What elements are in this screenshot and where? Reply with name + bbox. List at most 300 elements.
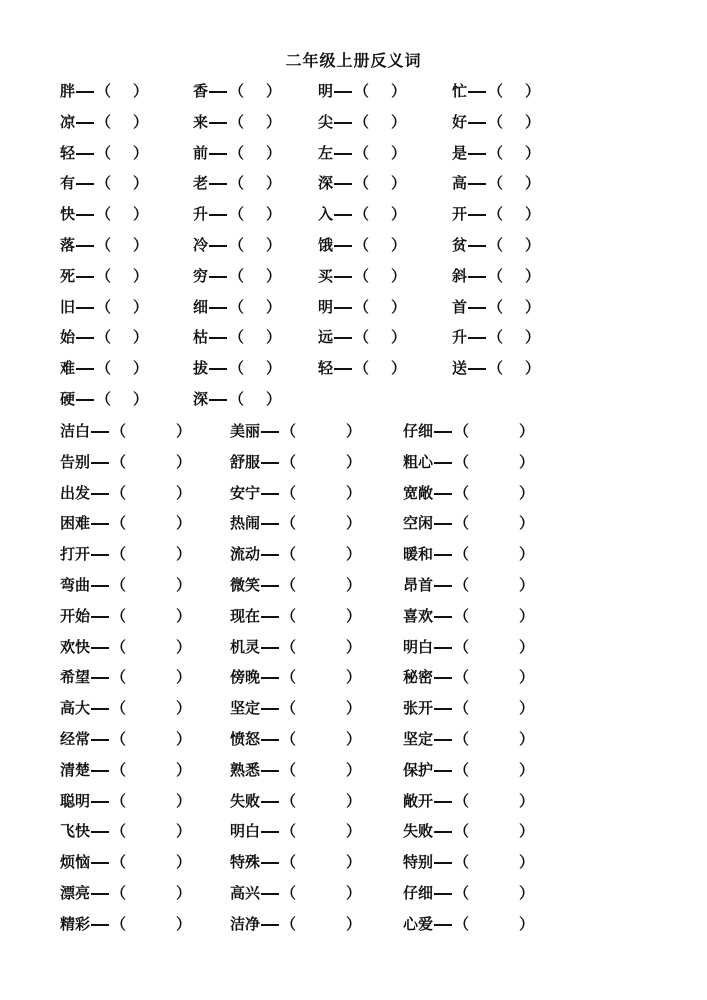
word: 穷 — [193, 266, 209, 285]
close-paren: ） — [346, 576, 362, 594]
antonym-item — [60, 697, 191, 719]
word: 仔细 — [403, 422, 434, 440]
open-paren: （ — [354, 236, 370, 254]
antonym-item — [318, 172, 406, 194]
word: 敞开 — [403, 791, 434, 810]
close-paren: ） — [346, 514, 362, 533]
single-word-row — [0, 142, 707, 164]
dash-line — [261, 739, 279, 741]
close-paren: ） — [133, 359, 149, 378]
antonym-item — [60, 851, 191, 873]
word: 饿 — [318, 236, 334, 254]
close-paren: ） — [266, 236, 282, 254]
open-paren: （ — [229, 205, 245, 224]
single-word-row — [0, 357, 707, 379]
word: 凉 — [60, 112, 76, 131]
open-paren: （ — [229, 359, 245, 378]
dash-line — [261, 831, 279, 833]
open-paren: （ — [354, 266, 370, 285]
antonym-item — [193, 172, 281, 194]
dash-line — [468, 368, 486, 370]
open-paren: （ — [488, 297, 504, 316]
dash-line — [209, 214, 227, 216]
dash-line — [261, 462, 279, 464]
open-paren: （ — [111, 452, 127, 471]
open-paren: （ — [96, 328, 112, 347]
open-paren: （ — [354, 328, 370, 347]
open-paren: （ — [111, 822, 127, 841]
close-paren: ） — [346, 452, 362, 471]
close-paren: ） — [391, 359, 407, 378]
dash-line — [468, 337, 486, 339]
close-paren: ） — [266, 328, 282, 347]
antonym-item — [230, 574, 361, 596]
open-paren: （ — [354, 112, 370, 131]
dash-line — [434, 801, 452, 803]
dash-line — [468, 276, 486, 278]
open-paren: （ — [229, 328, 245, 347]
antonym-item — [60, 820, 191, 842]
dash-line — [434, 523, 452, 525]
antonym-item — [403, 543, 534, 565]
antonym-item — [60, 605, 191, 627]
close-paren: ） — [519, 422, 535, 440]
close-paren: ） — [525, 112, 541, 131]
open-paren: （ — [96, 205, 112, 224]
double-word-row — [0, 636, 707, 658]
open-paren: （ — [281, 452, 297, 471]
open-paren: （ — [111, 730, 127, 748]
open-paren: （ — [229, 112, 245, 131]
dash-line — [468, 183, 486, 185]
double-word-row — [0, 820, 707, 842]
antonym-item — [318, 111, 406, 133]
antonym-item — [452, 172, 540, 194]
dash-line — [261, 862, 279, 864]
antonym-item — [60, 388, 148, 410]
antonym-item — [60, 420, 191, 442]
word: 经常 — [60, 730, 91, 748]
close-paren: ） — [525, 143, 541, 162]
antonym-item — [230, 728, 361, 750]
close-paren: ） — [133, 143, 149, 162]
open-paren: （ — [96, 174, 112, 193]
double-word-row — [0, 728, 707, 750]
open-paren: （ — [229, 390, 245, 408]
antonym-item — [452, 234, 540, 256]
dash-line — [76, 91, 94, 93]
dash-line — [91, 708, 109, 710]
close-paren: ） — [176, 576, 192, 594]
single-word-row — [0, 234, 707, 256]
dash-line — [91, 677, 109, 679]
dash-line — [334, 91, 352, 93]
open-paren: （ — [111, 884, 127, 902]
close-paren: ） — [519, 699, 535, 718]
word: 保护 — [403, 760, 434, 779]
word: 快 — [60, 205, 76, 224]
close-paren: ） — [266, 297, 282, 316]
word: 仔细 — [403, 884, 434, 902]
dash-line — [261, 677, 279, 679]
antonym-item — [403, 913, 534, 935]
antonym-item — [403, 605, 534, 627]
open-paren: （ — [111, 514, 127, 533]
dash-line — [91, 924, 109, 926]
dash-line — [334, 153, 352, 155]
single-word-row — [0, 265, 707, 287]
antonym-item — [60, 172, 148, 194]
open-paren: （ — [454, 422, 470, 440]
antonym-item — [230, 666, 361, 688]
dash-line — [76, 245, 94, 247]
dash-line — [434, 647, 452, 649]
open-paren: （ — [281, 699, 297, 718]
close-paren: ） — [176, 668, 192, 687]
word: 洁净 — [230, 914, 261, 933]
open-paren: （ — [111, 791, 127, 810]
word: 机灵 — [230, 637, 261, 656]
close-paren: ） — [525, 174, 541, 193]
open-paren: （ — [96, 236, 112, 254]
word: 开始 — [60, 606, 91, 625]
word: 出发 — [60, 483, 91, 502]
close-paren: ） — [346, 730, 362, 748]
dash-line — [76, 153, 94, 155]
dash-line — [76, 337, 94, 339]
antonym-item — [60, 80, 148, 102]
close-paren: ） — [176, 884, 192, 902]
open-paren: （ — [454, 914, 470, 933]
word: 明 — [318, 82, 334, 100]
single-word-row — [0, 388, 707, 410]
open-paren: （ — [354, 297, 370, 316]
dash-line — [261, 801, 279, 803]
close-paren: ） — [346, 853, 362, 872]
dash-line — [76, 399, 94, 401]
close-paren: ） — [525, 359, 541, 378]
open-paren: （ — [111, 606, 127, 625]
open-paren: （ — [454, 637, 470, 656]
antonym-item — [403, 636, 534, 658]
double-word-row — [0, 451, 707, 473]
dash-line — [209, 337, 227, 339]
word: 细 — [193, 297, 209, 316]
word: 暖和 — [403, 545, 434, 564]
antonym-item — [318, 357, 406, 379]
dash-line — [261, 493, 279, 495]
word: 前 — [193, 143, 209, 162]
dash-line — [434, 831, 452, 833]
close-paren: ） — [266, 359, 282, 378]
open-paren: （ — [454, 884, 470, 902]
open-paren: （ — [281, 791, 297, 810]
word: 美丽 — [230, 422, 261, 440]
close-paren: ） — [519, 668, 535, 687]
dash-line — [334, 307, 352, 309]
dash-line — [334, 245, 352, 247]
antonym-item — [230, 851, 361, 873]
antonym-item — [193, 111, 281, 133]
word: 心爱 — [403, 914, 434, 933]
close-paren: ） — [519, 514, 535, 533]
close-paren: ） — [266, 205, 282, 224]
open-paren: （ — [96, 143, 112, 162]
antonym-item — [60, 234, 148, 256]
open-paren: （ — [281, 422, 297, 440]
word: 明白 — [230, 822, 261, 841]
word: 来 — [193, 112, 209, 131]
close-paren: ） — [519, 822, 535, 841]
open-paren: （ — [354, 82, 370, 100]
antonym-item — [230, 420, 361, 442]
close-paren: ） — [391, 82, 407, 100]
word: 漂亮 — [60, 884, 91, 902]
antonym-item — [60, 543, 191, 565]
close-paren: ） — [266, 143, 282, 162]
open-paren: （ — [454, 791, 470, 810]
word: 困难 — [60, 514, 91, 533]
open-paren: （ — [111, 637, 127, 656]
dash-line — [91, 585, 109, 587]
word: 坚定 — [230, 699, 261, 718]
close-paren: ） — [525, 205, 541, 224]
double-word-row — [0, 851, 707, 873]
dash-line — [468, 214, 486, 216]
word: 空闲 — [403, 514, 434, 533]
open-paren: （ — [454, 730, 470, 748]
close-paren: ） — [133, 266, 149, 285]
antonym-item — [230, 820, 361, 842]
open-paren: （ — [488, 174, 504, 193]
word: 弯曲 — [60, 576, 91, 594]
antonym-item — [403, 420, 534, 442]
close-paren: ） — [176, 853, 192, 872]
antonym-item — [60, 326, 148, 348]
close-paren: ） — [346, 914, 362, 933]
dash-line — [91, 770, 109, 772]
antonym-item — [60, 759, 191, 781]
dash-line — [434, 677, 452, 679]
dash-line — [209, 91, 227, 93]
dash-line — [261, 770, 279, 772]
close-paren: ） — [346, 606, 362, 625]
antonym-item — [403, 512, 534, 534]
antonym-item — [193, 142, 281, 164]
open-paren: （ — [354, 174, 370, 193]
dash-line — [261, 708, 279, 710]
close-paren: ） — [133, 174, 149, 193]
close-paren: ） — [176, 699, 192, 718]
antonym-item — [60, 203, 148, 225]
dash-line — [91, 862, 109, 864]
word: 打开 — [60, 545, 91, 564]
close-paren: ） — [346, 483, 362, 502]
dash-line — [261, 924, 279, 926]
close-paren: ） — [266, 390, 282, 408]
dash-line — [209, 245, 227, 247]
antonym-item — [230, 759, 361, 781]
antonym-item — [403, 790, 534, 812]
open-paren: （ — [488, 143, 504, 162]
close-paren: ） — [133, 328, 149, 347]
dash-line — [76, 307, 94, 309]
close-paren: ） — [176, 452, 192, 471]
antonym-item — [452, 357, 540, 379]
close-paren: ） — [176, 637, 192, 656]
word: 冷 — [193, 236, 209, 254]
open-paren: （ — [454, 452, 470, 471]
antonym-item — [318, 203, 406, 225]
open-paren: （ — [488, 205, 504, 224]
close-paren: ） — [391, 205, 407, 224]
open-paren: （ — [488, 266, 504, 285]
dash-line — [334, 122, 352, 124]
single-word-row — [0, 296, 707, 318]
open-paren: （ — [229, 266, 245, 285]
open-paren: （ — [454, 545, 470, 564]
word: 明白 — [403, 637, 434, 656]
page-title: 二年级上册反义词 — [285, 51, 422, 70]
word: 轻 — [318, 359, 334, 378]
word: 昂首 — [403, 576, 434, 594]
word: 买 — [318, 266, 334, 285]
word: 流动 — [230, 545, 261, 564]
dash-line — [209, 153, 227, 155]
antonym-item — [452, 80, 540, 102]
dash-line — [434, 431, 452, 433]
open-paren: （ — [281, 576, 297, 594]
word: 开 — [452, 205, 468, 224]
word: 深 — [318, 174, 334, 193]
antonym-item — [193, 234, 281, 256]
antonym-item — [60, 913, 191, 935]
word: 舒服 — [230, 452, 261, 471]
antonym-item — [403, 851, 534, 873]
close-paren: ） — [176, 422, 192, 440]
close-paren: ） — [391, 266, 407, 285]
open-paren: （ — [96, 82, 112, 100]
open-paren: （ — [488, 236, 504, 254]
close-paren: ） — [346, 822, 362, 841]
word: 枯 — [193, 328, 209, 347]
double-word-row — [0, 574, 707, 596]
word: 傍晚 — [230, 668, 261, 687]
word: 胖 — [60, 82, 76, 100]
word: 落 — [60, 236, 76, 254]
word: 洁白 — [60, 422, 91, 440]
antonym-item — [193, 388, 281, 410]
dash-line — [434, 493, 452, 495]
open-paren: （ — [281, 914, 297, 933]
close-paren: ） — [176, 606, 192, 625]
close-paren: ） — [346, 422, 362, 440]
dash-line — [209, 122, 227, 124]
close-paren: ） — [133, 236, 149, 254]
close-paren: ） — [391, 328, 407, 347]
dash-line — [91, 893, 109, 895]
dash-line — [434, 585, 452, 587]
open-paren: （ — [354, 143, 370, 162]
dash-line — [334, 183, 352, 185]
dash-line — [434, 893, 452, 895]
open-paren: （ — [96, 359, 112, 378]
dash-line — [209, 183, 227, 185]
close-paren: ） — [133, 205, 149, 224]
antonym-item — [452, 111, 540, 133]
close-paren: ） — [346, 791, 362, 810]
open-paren: （ — [354, 359, 370, 378]
dash-line — [91, 739, 109, 741]
double-word-row — [0, 605, 707, 627]
close-paren: ） — [519, 606, 535, 625]
antonym-item — [403, 728, 534, 750]
word: 旧 — [60, 297, 76, 316]
close-paren: ） — [346, 760, 362, 779]
dash-line — [261, 585, 279, 587]
close-paren: ） — [391, 112, 407, 131]
dash-line — [434, 770, 452, 772]
word: 坚定 — [403, 730, 434, 748]
dash-line — [468, 122, 486, 124]
close-paren: ） — [133, 297, 149, 316]
antonym-item — [230, 697, 361, 719]
word: 高兴 — [230, 884, 261, 902]
close-paren: ） — [391, 297, 407, 316]
antonym-item — [230, 636, 361, 658]
antonym-item — [193, 80, 281, 102]
dash-line — [334, 214, 352, 216]
word: 轻 — [60, 143, 76, 162]
antonym-item — [60, 265, 148, 287]
close-paren: ） — [266, 82, 282, 100]
open-paren: （ — [454, 606, 470, 625]
antonym-item — [403, 697, 534, 719]
word: 烦恼 — [60, 853, 91, 872]
dash-line — [334, 368, 352, 370]
antonym-item — [452, 203, 540, 225]
antonym-item — [403, 574, 534, 596]
antonym-item — [60, 482, 191, 504]
close-paren: ） — [266, 112, 282, 131]
close-paren: ） — [525, 266, 541, 285]
open-paren: （ — [281, 483, 297, 502]
antonym-item — [452, 142, 540, 164]
dash-line — [91, 616, 109, 618]
dash-line — [434, 616, 452, 618]
word: 香 — [193, 82, 209, 100]
open-paren: （ — [281, 514, 297, 533]
open-paren: （ — [281, 822, 297, 841]
dash-line — [261, 893, 279, 895]
antonym-item — [230, 482, 361, 504]
open-paren: （ — [111, 545, 127, 564]
open-paren: （ — [454, 514, 470, 533]
dash-line — [76, 276, 94, 278]
dash-line — [91, 554, 109, 556]
word: 秘密 — [403, 668, 434, 687]
word: 斜 — [452, 266, 468, 285]
dash-line — [76, 122, 94, 124]
close-paren: ） — [525, 297, 541, 316]
close-paren: ） — [519, 452, 535, 471]
antonym-item — [60, 296, 148, 318]
antonym-item — [193, 296, 281, 318]
double-word-row — [0, 913, 707, 935]
open-paren: （ — [96, 112, 112, 131]
open-paren: （ — [454, 760, 470, 779]
antonym-item — [60, 882, 191, 904]
